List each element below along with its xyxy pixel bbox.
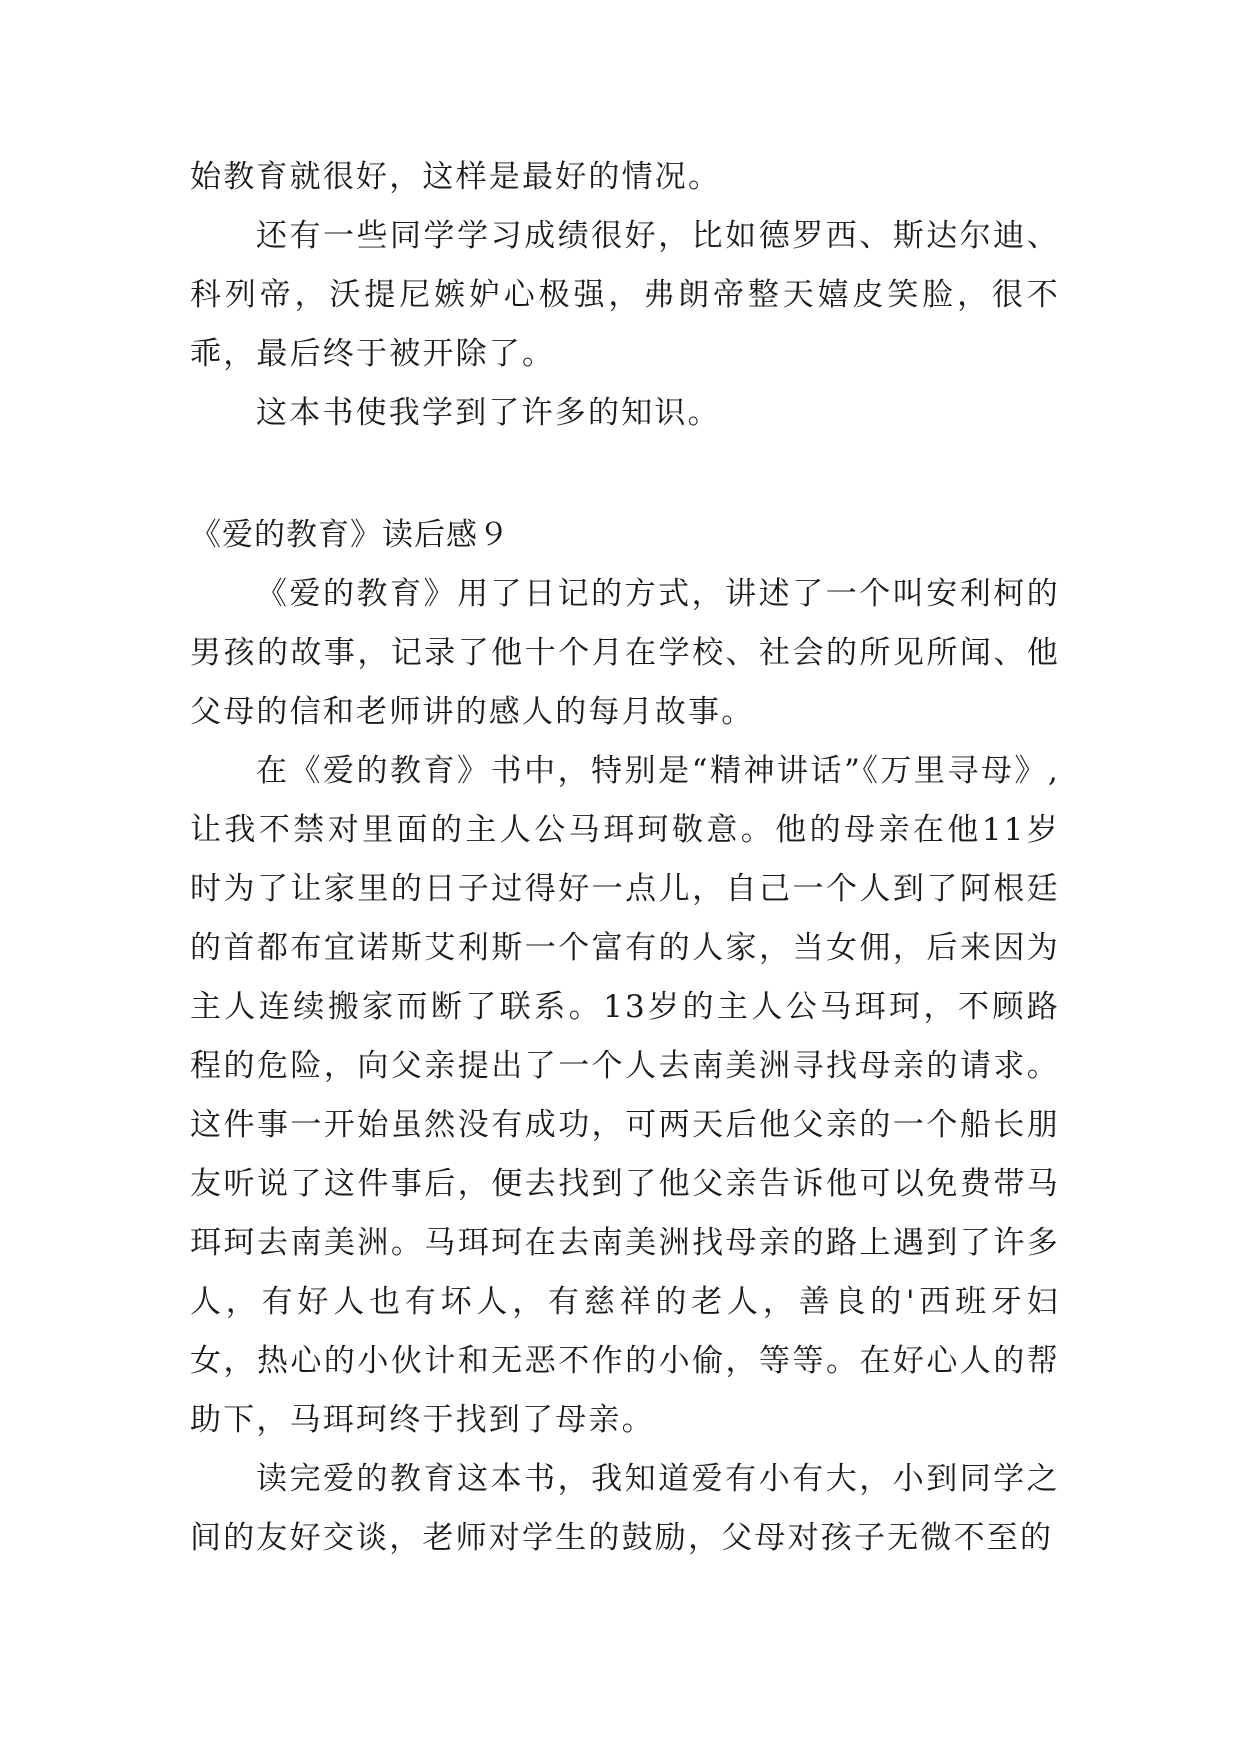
section-title: 《爱的教育》读后感９: [190, 517, 510, 553]
essay-section-9: [190, 506, 1060, 1568]
paragraph-reflection: 读完爱的教育这本书，我知道爱有小有大，小到同学之间的友好交谈，老师对学生的鼓励，父母对孩子无微不至的: [190, 1461, 1060, 1556]
previous-section-continuation: [190, 148, 1060, 443]
paragraph-story: 在《爱的教育》书中，特别是“精神讲话”《万里寻母》,让我不禁对里面的主人公马珥珂敬意。他的母亲在他11岁时为了让家里的日子过得好一点儿，自己一个人到了阿根廷的首都布宜诺斯艾利斯一个富有的人家，当女佣，后来因为主人连续搬家而断了联系。13岁的主人公马珥珂，不顾路程的危险，向父亲提出了一个人去南美洲寻找母亲的请求。这件事一开始虽然没有成功，可两天后他父亲的一个船长朋友听说了这件事后，便去找到了他父亲告诉他可以免费带马珥珂去南美洲。马珥珂在去南美洲找母亲的路上遇到了许多人，有好人也有坏人，有慈祥的老人，善良的'西班牙妇女，热心的小伙计和无恶不作的小偷，等等。在好心人的帮助下，马珥珂终于找到了母亲。: [190, 753, 1060, 1438]
paragraph-conclusion: 这本书使我学到了许多的知识。: [256, 395, 721, 431]
paragraph-intro: 《爱的教育》用了日记的方式，讲述了一个叫安利柯的男孩的故事，记录了他十个月在学校、社会的所见所闻、他父母的信和老师讲的感人的每月故事。: [190, 576, 1060, 730]
paragraph-continued: 始教育就很好，这样是最好的情况。: [190, 159, 722, 195]
paragraph-classmates: 还有一些同学学习成绩很好，比如德罗西、斯达尔迪、科列帝，沃提尼嫉妒心极强，弗朗帝整天嬉皮笑脸，很不乖，最后终于被开除了。: [190, 218, 1060, 372]
